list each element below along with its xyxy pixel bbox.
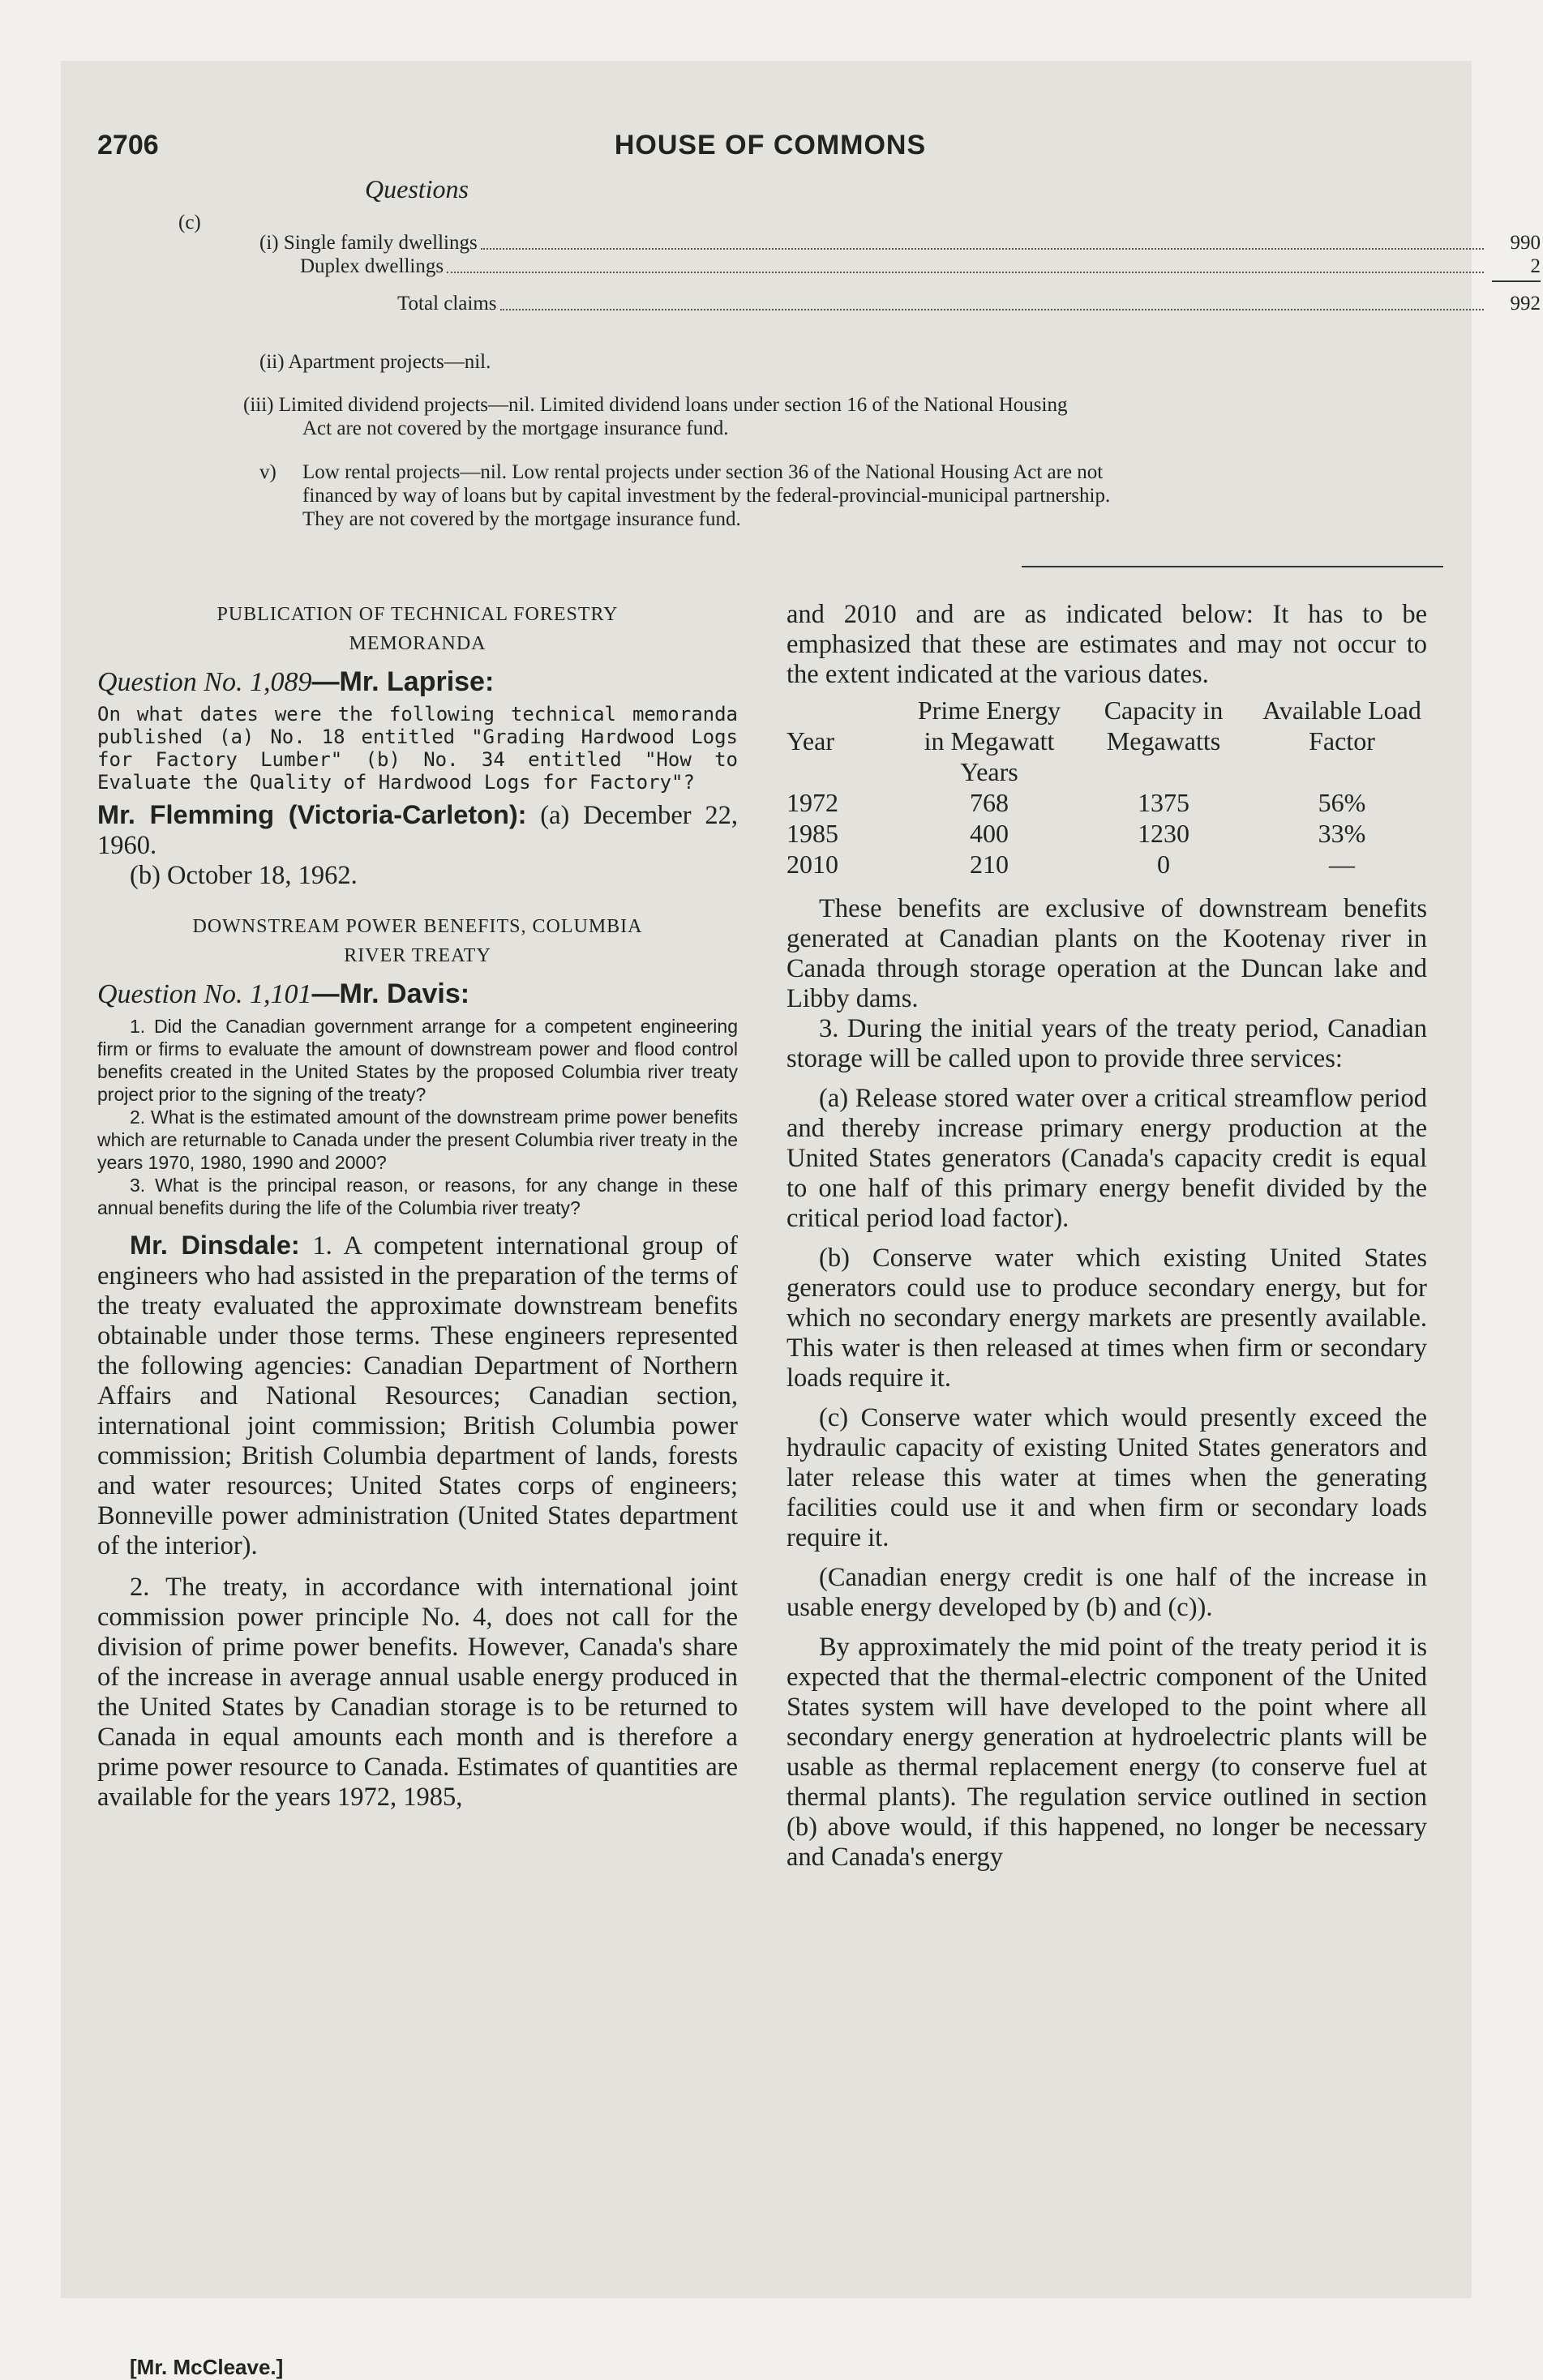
question-1101-part2: 2. What is the estimated amount of the downstream prime power benefits which are returnable to Canada under the present Columbia river treaty in the years 1970, 1980, 1990 and 2000? [97,1107,738,1173]
question-1089-text: On what dates were the following technical memoranda published (a) No. 18 entitled "Grading Hardwood Logs for Factory Lumber" (b) No. 34 entitled "How to Evaluate the Quality of Hardwood Logs for Factory"? [97,703,738,794]
apartment-projects: (ii) Apartment projects—nil. [259,351,491,373]
section-heading: Questions [365,174,469,203]
table-cell-energy: 768 [970,788,1009,817]
table-row [787,818,1427,849]
total-claims-row [397,292,1541,315]
answer-1089-a: (a) December 22, 1960. [97,801,739,860]
limited-dividend-line2: Act are not covered by the mortgage insurance fund. [302,417,729,439]
total-claims-label: Total claims [397,293,497,315]
limited-dividend-line1: (iii) Limited dividend projects—nil. Limited dividend loans under section 16 of the National Housing [243,394,1068,416]
service-a: (a) Release stored water over a critical streamflow period and thereby increase primary energy production at the United States generators (Canada's capacity credit is equal to one half of this primary energy benefit divided by the critical period load factor). [787,1084,1427,1233]
right-column [787,600,1427,1873]
column-rule [1022,566,1443,567]
service-c: (c) Conserve water which would presently exceed the hydraulic capacity of existing United States generators and later release this water at times when the generating facilities could use it and when firm or secondary loads require it. [787,1403,1427,1552]
question-1101-title [97,978,738,1010]
table-header-load-factor: Available Load Factor [1262,696,1421,756]
page-title: HOUSE OF COMMONS [614,130,927,161]
table-cell-load-factor: 56% [1318,788,1366,817]
question-1101-part1: 1. Did the Canadian government arrange for a competent engineering firm or firms to evaluate the amount of downstream power and flood control benefits created in the United States by the proposed Columbia river treaty project prior to the signing of the treaty? [97,1016,738,1105]
table-cell-capacity: 1375 [1138,788,1189,817]
single-family-row [259,231,1541,255]
duplex-row [300,255,1541,278]
footer-speaker: [Mr. McCleave.] [130,2355,284,2379]
answer-1101-speaker: Mr. Dinsdale: [130,1231,300,1260]
low-rental-line3: They are not covered by the mortgage insurance fund. [302,508,741,530]
table-header-year: Year [787,726,834,756]
table-cell-load-factor: 33% [1318,819,1366,848]
answer-1101-part2: 2. The treaty, in accordance with international joint commission power principle No. 4, does not call for the division of prime power benefits. However, Canada's share of the increase in average annual usable energy produced in the United States by Canadian storage is to be returned to Canada in equal amounts each month and is therefore a prime power resource to Canada. Estimates of quantities are available for the years 1972, 1985, [97,1573,738,1812]
table-header-row [787,695,1427,787]
duplex-label: Duplex dwellings [300,255,444,277]
leader-dots [481,248,1484,250]
table-header-capacity: Capacity in Megawatts [1104,696,1224,756]
item-c-label: (c) [178,212,201,233]
page-number: 2706 [97,130,159,161]
sum-rule [1492,280,1541,282]
answer-1089-b: (b) October 18, 1962. [130,861,358,890]
publication-heading-2: MEMORANDA [349,633,486,654]
three-services-intro: 3. During the initial years of the treaty period, Canadian storage will be called upon to provide three services: [787,1014,1427,1073]
low-rental-line2: financed by way of loans but by capital investment by the federal-provincial-municipal partnership. [302,485,1111,507]
question-1101-part3: 3. What is the principal reason, or reasons, for any change in these annual benefits during the life of the Columbia river treaty? [97,1175,738,1218]
table-cell-year: 1985 [787,819,838,848]
total-claims-value: 992 [1510,293,1541,315]
table-cell-year: 2010 [787,850,838,879]
table-row [787,787,1427,818]
answer-1089-speaker: Mr. Flemming (Victoria-Carleton): [97,800,527,829]
table-cell-capacity: 0 [1157,850,1170,879]
service-b: (b) Conserve water which existing United States generators could use to produce secondary energy, but for which no secondary energy markets are presently available. This water is then released at times when firm or secondary loads require it. [787,1244,1427,1393]
single-family-value: 990 [1510,232,1541,254]
table-cell-energy: 210 [970,850,1009,879]
table-cell-year: 1972 [787,788,838,817]
item-v-label: v) [259,461,276,483]
duplex-value: 2 [1530,255,1541,277]
estimates-intro: and 2010 and are as indicated below: It has to be emphasized that these are estimates and may not occur to the extent indicated at the various dates. [787,600,1427,689]
leader-dots [447,272,1484,273]
answer-1101-text1: 1. A competent international group of engineers who had assisted in the preparation of the terms of the treaty evaluated the approximate downstream benefits obtainable under those terms. These engineers represented the following agencies: Canadian Department of Northern Affairs and National Resources; Canadian section, international joint commission; British Columbia power commission; British Columbia department of lands, forests and water resources; United States corps of engineers; Bonneville power administration (United States department of the interior). [97,1231,738,1560]
publication-heading: PUBLICATION OF TECHNICAL FORESTRY [216,604,619,625]
energy-estimates-table [787,695,1427,880]
question-1101-speaker: —Mr. Davis: [311,978,470,1009]
table-cell-load-factor: — [1329,850,1355,879]
answer-1089 [97,800,738,861]
table-cell-capacity: 1230 [1138,819,1189,848]
question-1089-number: Question No. 1,089 [97,667,312,697]
leader-dots [500,309,1484,310]
question-1101-number: Question No. 1,101 [97,979,312,1009]
downstream-heading: DOWNSTREAM POWER BENEFITS, COLUMBIA [192,916,643,937]
single-family-label: (i) Single family dwellings [259,232,478,254]
question-1089-title [97,666,738,698]
downstream-heading-2: RIVER TREATY [344,945,491,966]
question-1089-speaker: —Mr. Laprise: [311,666,495,697]
table-header-prime-energy: Prime Energy in Megawatt Years [917,696,1061,786]
answer-1101-part1 [97,1231,738,1561]
downstream-exclusion: These benefits are exclusive of downstream benefits generated at Canadian plants on the Kootenay river in Canada through storage operation at the Duncan lake and Libby dams. [787,894,1427,1013]
midpoint-paragraph: By approximately the mid point of the treaty period it is expected that the thermal-electric component of the United States system will have developed to the point where all secondary energy generation at hydroelectric plants will be usable as thermal replacement energy (to conserve fuel at thermal plants). The regulation service outlined in section (b) above would, if this happened, no longer be necessary and Canada's energy [787,1633,1427,1872]
table-row [787,849,1427,880]
low-rental-line1: Low rental projects—nil. Low rental projects under section 36 of the National Housing Act are not [302,461,1104,483]
energy-credit-note: (Canadian energy credit is one half of the increase in usable energy developed by (b) and (c)). [787,1563,1427,1622]
left-column [97,600,738,1813]
table-cell-energy: 400 [970,819,1009,848]
